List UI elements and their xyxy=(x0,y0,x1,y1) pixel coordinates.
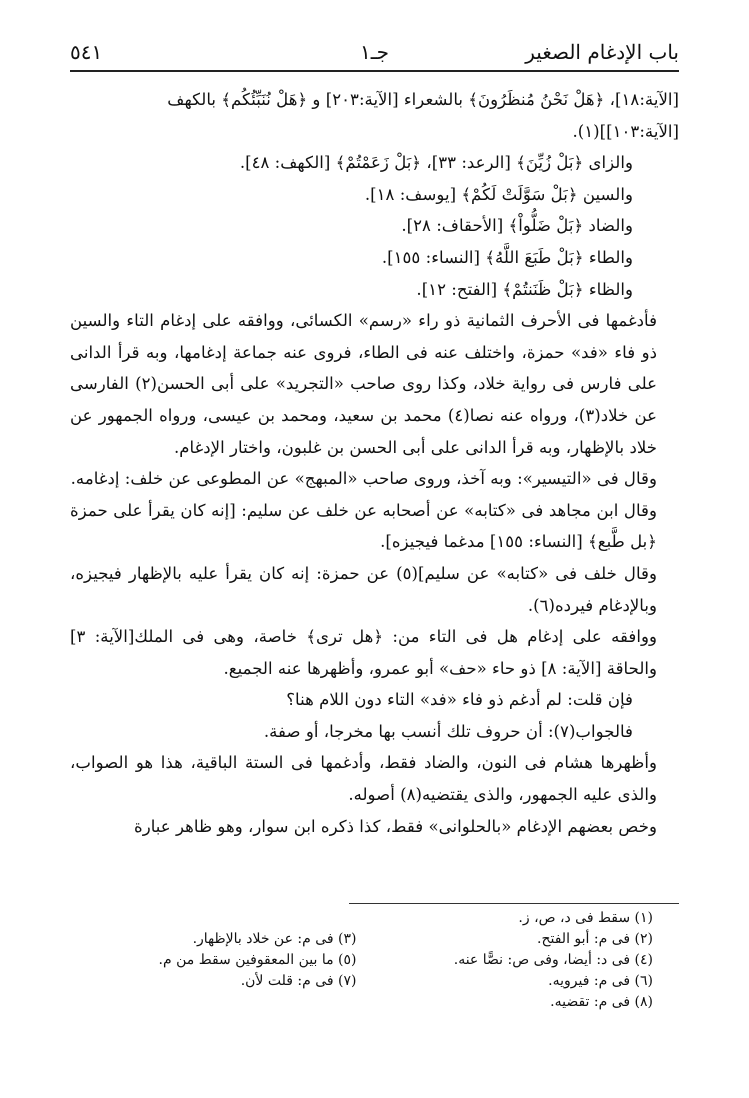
paragraph: وقال ابن مجاهد فى «كتابه» عن أصحابه عن خلف عن سليم: [إنه كان يقرأ على حمزة ﴿بل طَّبع﴾ [النساء: ١٥٥] مدغما فيجيزه]. xyxy=(70,500,657,552)
text-line: والسين ﴿بَلْ سَوَّلَتْ لَكُمْ﴾ [يوسف: ١٨]. xyxy=(364,184,633,204)
header-rule xyxy=(70,70,679,72)
footnote-column-right xyxy=(367,908,680,1013)
footnote-column-left xyxy=(70,908,367,1013)
footnote: (٨) فى م: تقضيه. xyxy=(550,994,653,1010)
footnote-row xyxy=(70,908,679,1013)
text-line: [الآية:١٠٣]](١). xyxy=(572,121,679,141)
paragraph: وخص بعضهم الإدغام «بالحلوانى» فقط، كذا ذكره ابن سوار، وهو ظاهر عبارة xyxy=(134,816,657,836)
chapter-title: باب الإدغام الصغير xyxy=(525,40,679,64)
page-header xyxy=(70,36,679,68)
paragraph: وقال فى «التيسير»: وبه آخذ، وروى صاحب «المبهج» عن المطوعى عن خلف: إدغامه. xyxy=(70,469,657,489)
footnote: (٧) فى م: قلت لأن. xyxy=(240,973,357,989)
footnotes xyxy=(70,908,679,1013)
footnote: (٤) فى د: أيضا، وفى ص: نصًّا عنه. xyxy=(453,952,653,968)
text-line: والطاء ﴿بَلْ طَبَعَ اللَّهُ﴾ [النساء: ١٥٥]. xyxy=(381,247,633,267)
page-number: ٥٤١ xyxy=(70,40,103,64)
text-line: والضاد ﴿بَلْ ضَلُّواْ﴾ [الأحقاف: ٢٨]. xyxy=(401,216,633,236)
footnote: (٥) ما بين المعقوفين سقط من م. xyxy=(158,952,357,968)
volume-label: جـ١ xyxy=(360,40,389,64)
footnote: (٦) فى م: فيرويه. xyxy=(548,973,653,989)
footnote: (١) سقط فى د، ص، ز. xyxy=(518,910,653,926)
text-line: والظاء ﴿بَلْ ظَنَنتُمْ﴾ [الفتح: ١٢]. xyxy=(416,279,633,299)
paragraph: وأظهرها هشام فى النون، والضاد فقط، وأدغمها فى الستة الباقية، هذا هو الصواب، والذى عليه الجمهور، والذى يقتضيه(٨) أصوله. xyxy=(70,753,657,805)
paragraph: ووافقه على إدغام هل فى التاء من: ﴿هل ترى﴾ خاصة، وهى فى الملك[الآية: ٣] والحاقة [الآية: ٨] ذو حاء «حف» أبو عمرو، وأظهرها عنه الجميع. xyxy=(70,627,657,678)
paragraph: فالجواب(٧): أن حروف تلك أنسب بها مخرجا، أو صفة. xyxy=(263,721,633,741)
footnote: (٣) فى م: عن خلاد بالإظهار. xyxy=(192,931,357,947)
footnote-rule xyxy=(349,903,679,904)
text-line: [الآية:١٨]، ﴿هَلْ نَحْنُ مُنظَرُونَ﴾ بالشعراء [الآية:٢٠٣] و ﴿هَلْ نُنَبِّئُكُم﴾ بالكهف xyxy=(167,90,679,109)
paragraph: فأدغمها فى الأحرف الثمانية ذو راء «رسم» الكسائى، ووافقه على إدغام التاء والسين ذو فاء «فد» حمزة، واختلف عنه فى الطاء، فروى عنه جماعة إدغامها، وبه قرأ الدانى على فارس فى رواية خلاد، وكذا روى صاحب «التجريد» على أبى الحسن(٢) الفارسى عن خلاد(٣)، ورواه عنه نصا(٤) محمد بن سعيد، ومحمد بن عيسى، ورواه الجمهور عن خلاد بالإظهار، وبه قرأ الدانى على أبى الحسن بن غلبون، واختار الإدغام. xyxy=(70,311,657,457)
main-text xyxy=(70,84,679,842)
text-line: والزاى ﴿بَلْ زُيِّنَ﴾ [الرعد: ٣٣]، ﴿بَلْ زَعَمْتُمْ﴾ [الكهف: ٤٨]. xyxy=(239,153,633,173)
footnote: (٢) فى م: أبو الفتح. xyxy=(537,931,653,947)
paragraph: وقال خلف فى «كتابه» عن سليم](٥) عن حمزة: إنه كان يقرأ عليه بالإظهار فيجيزه، وبالإدغام فيرده(٦). xyxy=(70,563,657,615)
paragraph: فإن قلت: لم أدغم ذو فاء «فد» التاء دون اللام هنا؟ xyxy=(286,690,633,710)
